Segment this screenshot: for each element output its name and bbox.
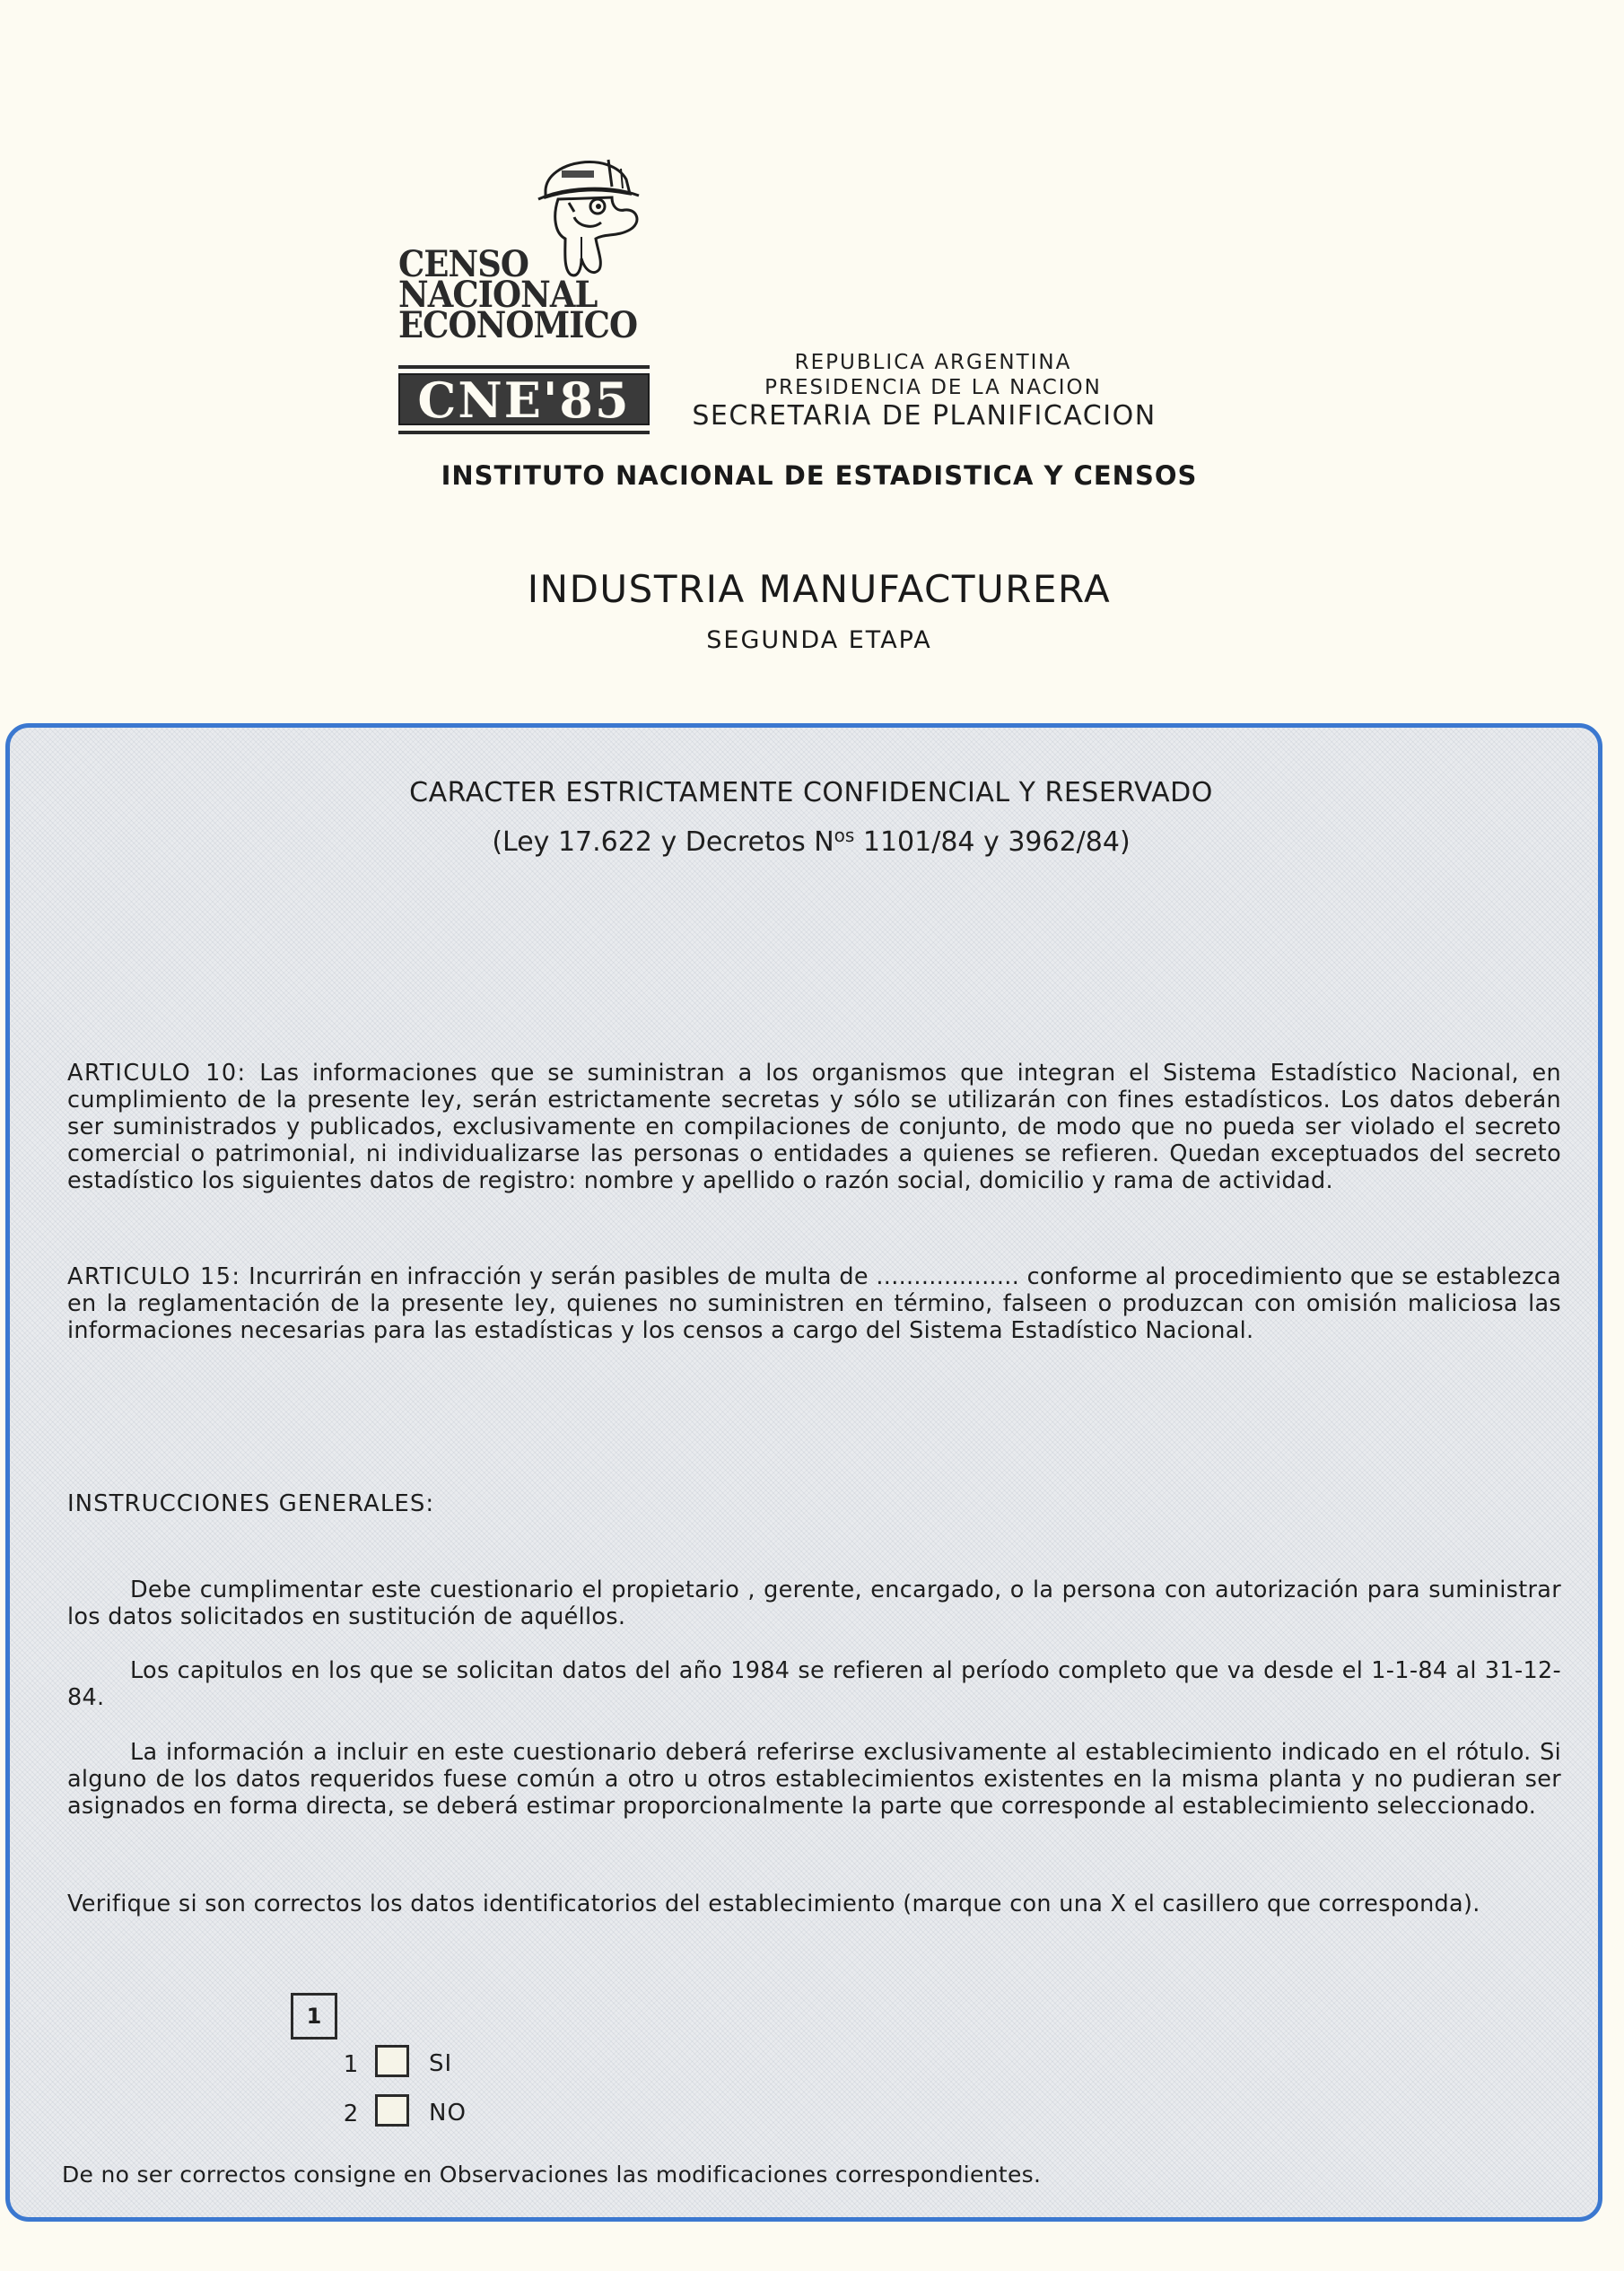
logo-badge: CNE'85 <box>398 373 650 425</box>
option-label: NO <box>429 2100 467 2127</box>
instructions-heading: INSTRUCCIONES GENERALES: <box>67 1490 435 1517</box>
page-title: INDUSTRIA MANUFACTURERA <box>527 567 1112 611</box>
confidential-section <box>5 723 1602 2222</box>
checkbox-si[interactable] <box>375 2045 409 2077</box>
law-reference-prefix: (Ley 17.622 y Decretos N <box>492 826 834 858</box>
logo-line-economico: ECONOMICO <box>398 304 638 346</box>
logo-wordmark <box>398 243 638 346</box>
article-15 <box>67 1263 1561 1344</box>
secretariat-name: SECRETARIA DE PLANIFICACION <box>692 400 1157 432</box>
law-reference-suffix: 1101/84 y 3962/84) <box>854 826 1131 858</box>
law-reference-superscript: os <box>834 825 855 846</box>
option-code: 1 <box>343 2051 359 2078</box>
confidentiality-heading: CARACTER ESTRICTAMENTE CONFIDENCIAL Y RESERVADO <box>409 777 1213 808</box>
logo-line-censo: CENSO <box>398 243 529 285</box>
presidency-name: PRESIDENCIA DE LA NACION <box>764 376 1102 399</box>
option-code: 2 <box>343 2101 359 2127</box>
logo-rule-bottom <box>398 431 650 434</box>
cne85-logo <box>395 144 655 440</box>
government-header <box>664 350 1202 432</box>
article-label: ARTICULO 15: <box>67 1263 241 1290</box>
article-text: Las informaciones que se suministran a los organismos que integran el Sistema Estadístico Nacional, en cumplimiento de la presente ley, serán estrictamente secretas y sólo se utilizarán con fines estadísticos. Los datos deberán ser suministrados y publicados, exclusivamente en compilaciones de conjunto, de modo que no pueda ser violado el secreto comercial o patrimonial, ni individualizarse las personas o entidades a quienes se refieren. Quedan exceptuados del secreto estadístico los siguientes datos de registro: nombre y apellido o razón social, domicilio y rama de actividad. <box>67 1060 1561 1194</box>
instruction-paragraph: Debe cumplimentar este cuestionario el propietario , gerente, encargado, o la persona con autorización para suministrar los datos solicitados en sustitución de aquéllos. <box>67 1577 1561 1630</box>
question-number-box: 1 <box>291 1993 337 2040</box>
institute-name: INSTITUTO NACIONAL DE ESTADISTICA Y CENSOS <box>441 460 1198 491</box>
corrections-note: De no ser correctos consigne en Observaciones las modificaciones correspondientes. <box>62 2162 1042 2188</box>
logo-rule-top <box>398 365 650 369</box>
article-10 <box>67 1060 1561 1194</box>
option-label: SI <box>429 2050 453 2077</box>
logo-line-nacional: NACIONAL <box>398 274 598 316</box>
article-text: Incurrirán en infracción y serán pasibles de multa de ................... conforme al procedimiento que se establezca en la reglamentación de la presente ley, quienes no suministren en término, falseen o produzcan con omisión maliciosa las informaciones necesarias para las estadísticas y los censos a cargo del Sistema Estadístico Nacional. <box>67 1263 1561 1344</box>
instruction-paragraph: Los capitulos en los que se solicitan datos del año 1984 se refieren al período completo que va desde el 1-1-84 al 31-12-84. <box>67 1657 1561 1711</box>
country-name: REPUBLICA ARGENTINA <box>794 351 1072 374</box>
instruction-paragraph: La información a incluir en este cuestionario deberá referirse exclusivamente al establecimiento indicado en el rótulo. Si alguno de los datos requeridos fuese común a otro u otros establecimientos existentes en la misma planta y no pudieran ser asignados en forma directa, se deberá estimar proporcionalmente la parte que corresponde al establecimiento seleccionado. <box>67 1739 1561 1820</box>
verification-prompt: Verifique si son correctos los datos identificatorios del establecimiento (marque con una X el casillero que corresponda). <box>67 1891 1480 1917</box>
page-subtitle: SEGUNDA ETAPA <box>706 626 932 654</box>
law-reference <box>10 825 1598 858</box>
option-si[interactable] <box>337 2043 452 2079</box>
checkbox-no[interactable] <box>375 2094 409 2127</box>
article-label: ARTICULO 10: <box>67 1060 247 1087</box>
option-no[interactable] <box>337 2092 467 2128</box>
